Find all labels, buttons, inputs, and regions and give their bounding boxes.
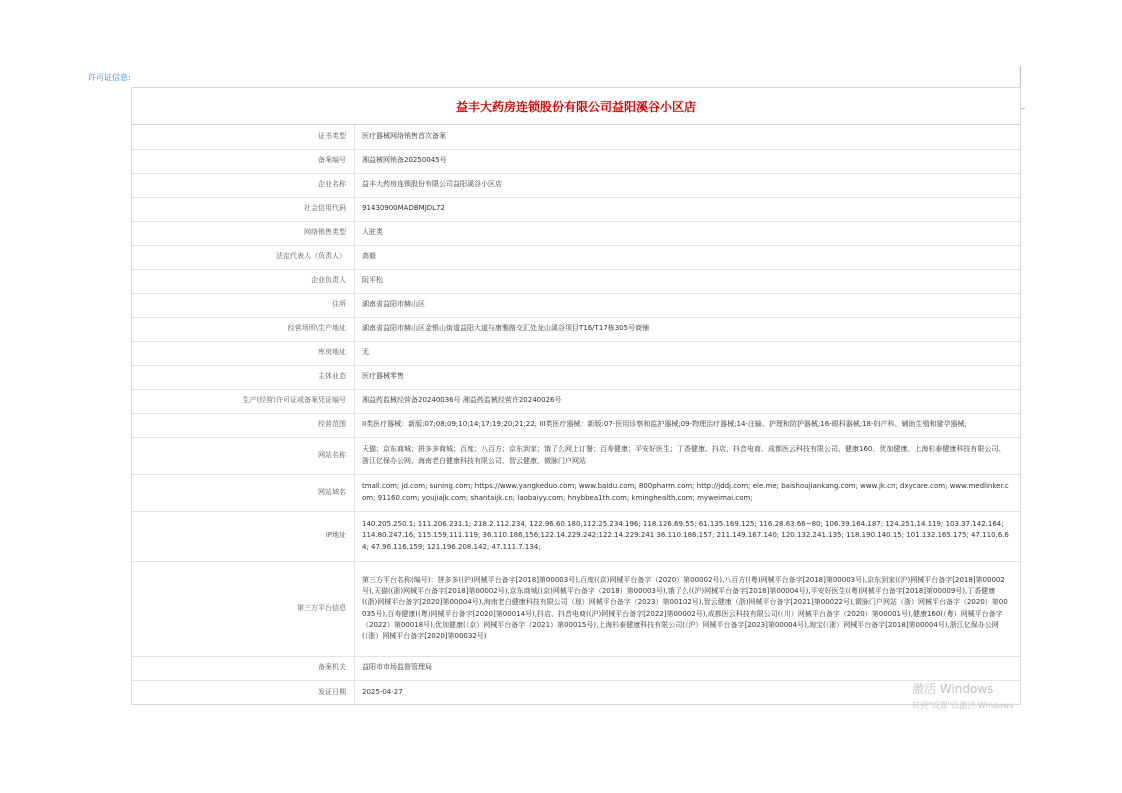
field-value: 医疗器械零售 [355,365,1021,389]
field-value: 湘益药监械经营备20240036号 湘益药监械经营许20240026号 [355,389,1021,413]
license-info-label: 许可证信息: [88,73,131,82]
row-credit-code [132,197,1020,221]
field-value: 湖南省益阳市赫山区 [355,293,1021,317]
row-record-number [132,149,1020,173]
row-business-format [132,365,1020,389]
field-label: 经营场所\生产地址 [132,317,355,341]
field-label: IP地址 [132,511,355,561]
field-value: 益阳市市场监督管理局 [355,656,1021,680]
field-label: 企业名称 [132,173,355,197]
row-legal-rep [132,245,1020,269]
field-value: II类医疗器械：新版:07;08;09;10;14;17;19;20;21;22; III类医疗器械：新版:07-医用诊察和监护器械;09-物理治疗器械;14-注输、护理和防护器械;16-眼科器械;18-妇产科、辅助生殖和避孕器械; [355,413,1021,437]
field-label: 住所 [132,293,355,317]
certificate-card [131,87,1021,705]
field-label: 主体业态 [132,365,355,389]
row-third-party-platforms [132,561,1020,656]
row-license-number [132,389,1020,413]
field-label: 网站名称 [132,437,355,474]
field-label: 网络销售类型 [132,221,355,245]
field-value: 湘益械网销备20250045号 [355,149,1021,173]
row-website-domains [132,474,1020,511]
certificate-title-row [132,88,1020,125]
field-value: 无 [355,341,1021,365]
field-label: 社会信用代码 [132,197,355,221]
field-value: 天猫；京东商城；拼多多商城；百度；八百方；京东到家；饿了么网上订餐；百寿健康；平安好医生；丁香健康、抖店、抖音电商、成都医云科技有限公司、健康160、优加健康、上海杉泰健康科技有限公司、浙江亿保办公网、海南老白健康科技有限公司、智云健康、微脉门户网站 [355,437,1021,474]
field-label: 生产(经营)许可证或备案凭证编号 [132,389,355,413]
field-label: 证书类型 [132,125,355,149]
field-label: 企业负责人 [132,269,355,293]
field-value: 入驻类 [355,221,1021,245]
row-residence [132,293,1020,317]
field-label: 发证日期 [132,680,355,704]
field-label: 第三方平台信息 [132,561,355,656]
field-value: 140.205.250.1; 111.206.231.1; 218.2.112.234, 122.96.60.180,112.25.234.196; 118.126.69.55; 61.135.169.125; 116.28.63.66~80; 106.39.164.187; 124.251.14.119; 103.37.142.164; 114.80.247.16; 115.159,111.119; 36.110.186,156;122.14.229.242;122.14.229.241 36.110.186.157; 211.149.167.140; 120.132.241.135; 118.190.140.15; 101.132.165.175; 47.110.6.64; 47.96.116.159; 121.196.208.142; 47.111.7.134; [355,511,1021,561]
field-value: 医疗器械网络销售首次备案 [362,132,446,141]
field-value: 湖南省益阳市赫山区金银山街道益阳大道与康雅路交汇处龙山溪谷项目T16/T17栋305号商铺 [355,317,1021,341]
row-company-head [132,269,1020,293]
row-ip-addresses [132,511,1020,561]
field-value: 第三方平台名称(编号)：拼多多((沪)网械平台备字[2018]第00003号),百度((京)网械平台备字（2020）第00002号),八百方((粤)网械平台备字[2018]第00003号),京东到家((沪)网械平台备字[2018]第00002号),天猫((浙)网械平台备字[2018]第00002号),京东商城((京)网械平台备字（2018）第00003号),饿了么((沪)网械平台备字[2018]第00004号),平安好医生((粤)网械平台备字[2018]第00009号),丁香健康((浙)网械平台备字[2020]第00004号),海南老白健康科技有限公司（琼）网械平台备字（2023）第00102号),智云健康（浙)网械平台备字[2021]第00022号),微脉门户网站（浙）网械平台备字（2020）第00035号),百寿健康((粤)网械平台备字[2020]第00014号),抖店、抖音电商((沪)网械平台备字[2022]第00002号),成都医云科技有限公司(（川）网械平台备字（2020）第00001号),健康160(（粤）网械平台备字（2022）第00018号),优加健康(（京）网械平台备字（2021）第00015号),上海杉泰健康科技有限公司(（沪）网械平台备字[2023]第00004号),淘宝(（浙）网械平台备字[2018]第00004号),浙江亿保办公网(（浙）网械平台备字[2020]第00032号) [355,561,1021,656]
field-label: 法定代表人（负责人） [132,245,355,269]
row-business-scope [132,413,1020,437]
row-business-address [132,317,1020,341]
field-value: 2025-04-27 [355,680,1021,704]
watermark-title: 激活 Windows [912,682,994,696]
field-value: 91430900MADBMJDL72 [355,197,1021,221]
field-label: 库房地址 [132,341,355,365]
watermark-subtitle: 转到"设置"以激活 Windows [912,701,1014,710]
windows-activation-watermark [912,680,1014,711]
field-label: 备案机关 [132,656,355,680]
row-website-names [132,437,1020,474]
certificate-title: 益丰大药房连锁股份有限公司益阳溪谷小区店 [455,99,696,114]
row-cert-type [132,125,1020,149]
field-label: 网站域名 [132,474,355,511]
row-sales-type [132,221,1020,245]
field-value: 高毅 [355,245,1021,269]
field-value: 阮平松 [355,269,1021,293]
field-value: tmall.com; jd.com; suning.com; https://www.yangkeduo.com; www.baidu.com; 800pharm.com; http://jddj.com; ele.me; baishoujiankang.com; www.jk.cn; dxycare.com; www.medlinker.com; 91160.com; youjiajk.com; shantaijk.cn; laobaiyy.com; hnybbea1th.com; kminghealth.com; myweimai.com; [355,474,1021,511]
field-label: 备案编号 [132,149,355,173]
certificate-table [132,125,1020,704]
row-warehouse-address [132,341,1020,365]
row-issue-date [132,680,1020,704]
field-label: 经营范围 [132,413,355,437]
row-company-name [132,173,1020,197]
row-record-authority [132,656,1020,680]
field-value: 益丰大药房连锁股份有限公司益阳溪谷小区店 [355,173,1021,197]
